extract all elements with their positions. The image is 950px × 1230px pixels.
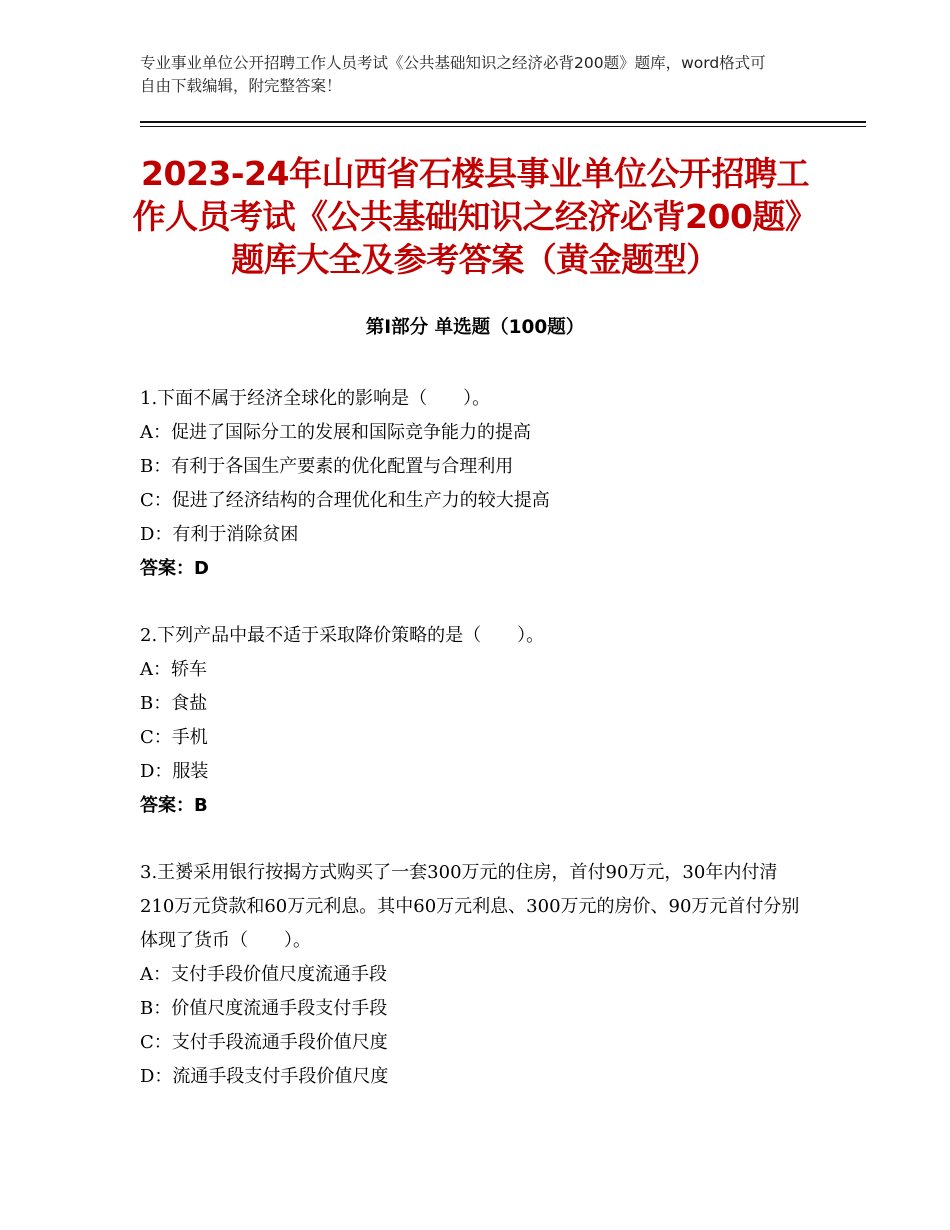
question-list [140, 382, 810, 1127]
question-3 [140, 856, 810, 1094]
option-b: B：食盐 [140, 693, 208, 714]
document-title: 2023-24年山西省石楼县事业单位公开招聘工作人员考试《公共基础知识之经济必背200题》题库大全及参考答案（黄金题型） [132, 154, 818, 279]
section-title: 第Ⅰ部分 单选题（100题） [365, 317, 585, 338]
option-a: A：支付手段价值尺度流通手段 [140, 964, 387, 985]
option-d: D：流通手段支付手段价值尺度 [140, 1066, 389, 1087]
header-divider-thick [140, 121, 866, 123]
option-c: C：促进了经济结构的合理优化和生产力的较大提高 [140, 490, 550, 511]
option-b: B：价值尺度流通手段支付手段 [140, 998, 388, 1019]
option-d: D：有利于消除贫困 [140, 524, 299, 545]
option-c: C：手机 [140, 727, 208, 748]
header-note: 专业事业单位公开招聘工作人员考试《公共基础知识之经济必背200题》题库，word格式可自由下载编辑，附完整答案！ [140, 54, 766, 95]
question-1 [140, 382, 810, 586]
option-a: A：轿车 [140, 659, 207, 680]
option-b: B：有利于各国生产要素的优化配置与合理利用 [140, 456, 514, 477]
question-stem: 2.下列产品中最不适于采取降价策略的是（ ）。 [140, 625, 545, 646]
answer: 答案：D [140, 558, 209, 579]
option-c: C：支付手段流通手段价值尺度 [140, 1032, 388, 1053]
header-divider-thin [140, 126, 866, 127]
question-stem: 1.下面不属于经济全球化的影响是（ ）。 [140, 388, 491, 409]
option-a: A：促进了国际分工的发展和国际竞争能力的提高 [140, 422, 531, 443]
question-stem: 3.王赟采用银行按揭方式购买了一套300万元的住房，首付90万元，30年内付清210万元贷款和60万元利息。其中60万元利息、300万元的房价、90万元首付分别体现了货币（ ）。 [140, 862, 800, 951]
answer: 答案：B [140, 795, 208, 816]
option-d: D：服装 [140, 761, 209, 782]
question-2 [140, 619, 810, 823]
